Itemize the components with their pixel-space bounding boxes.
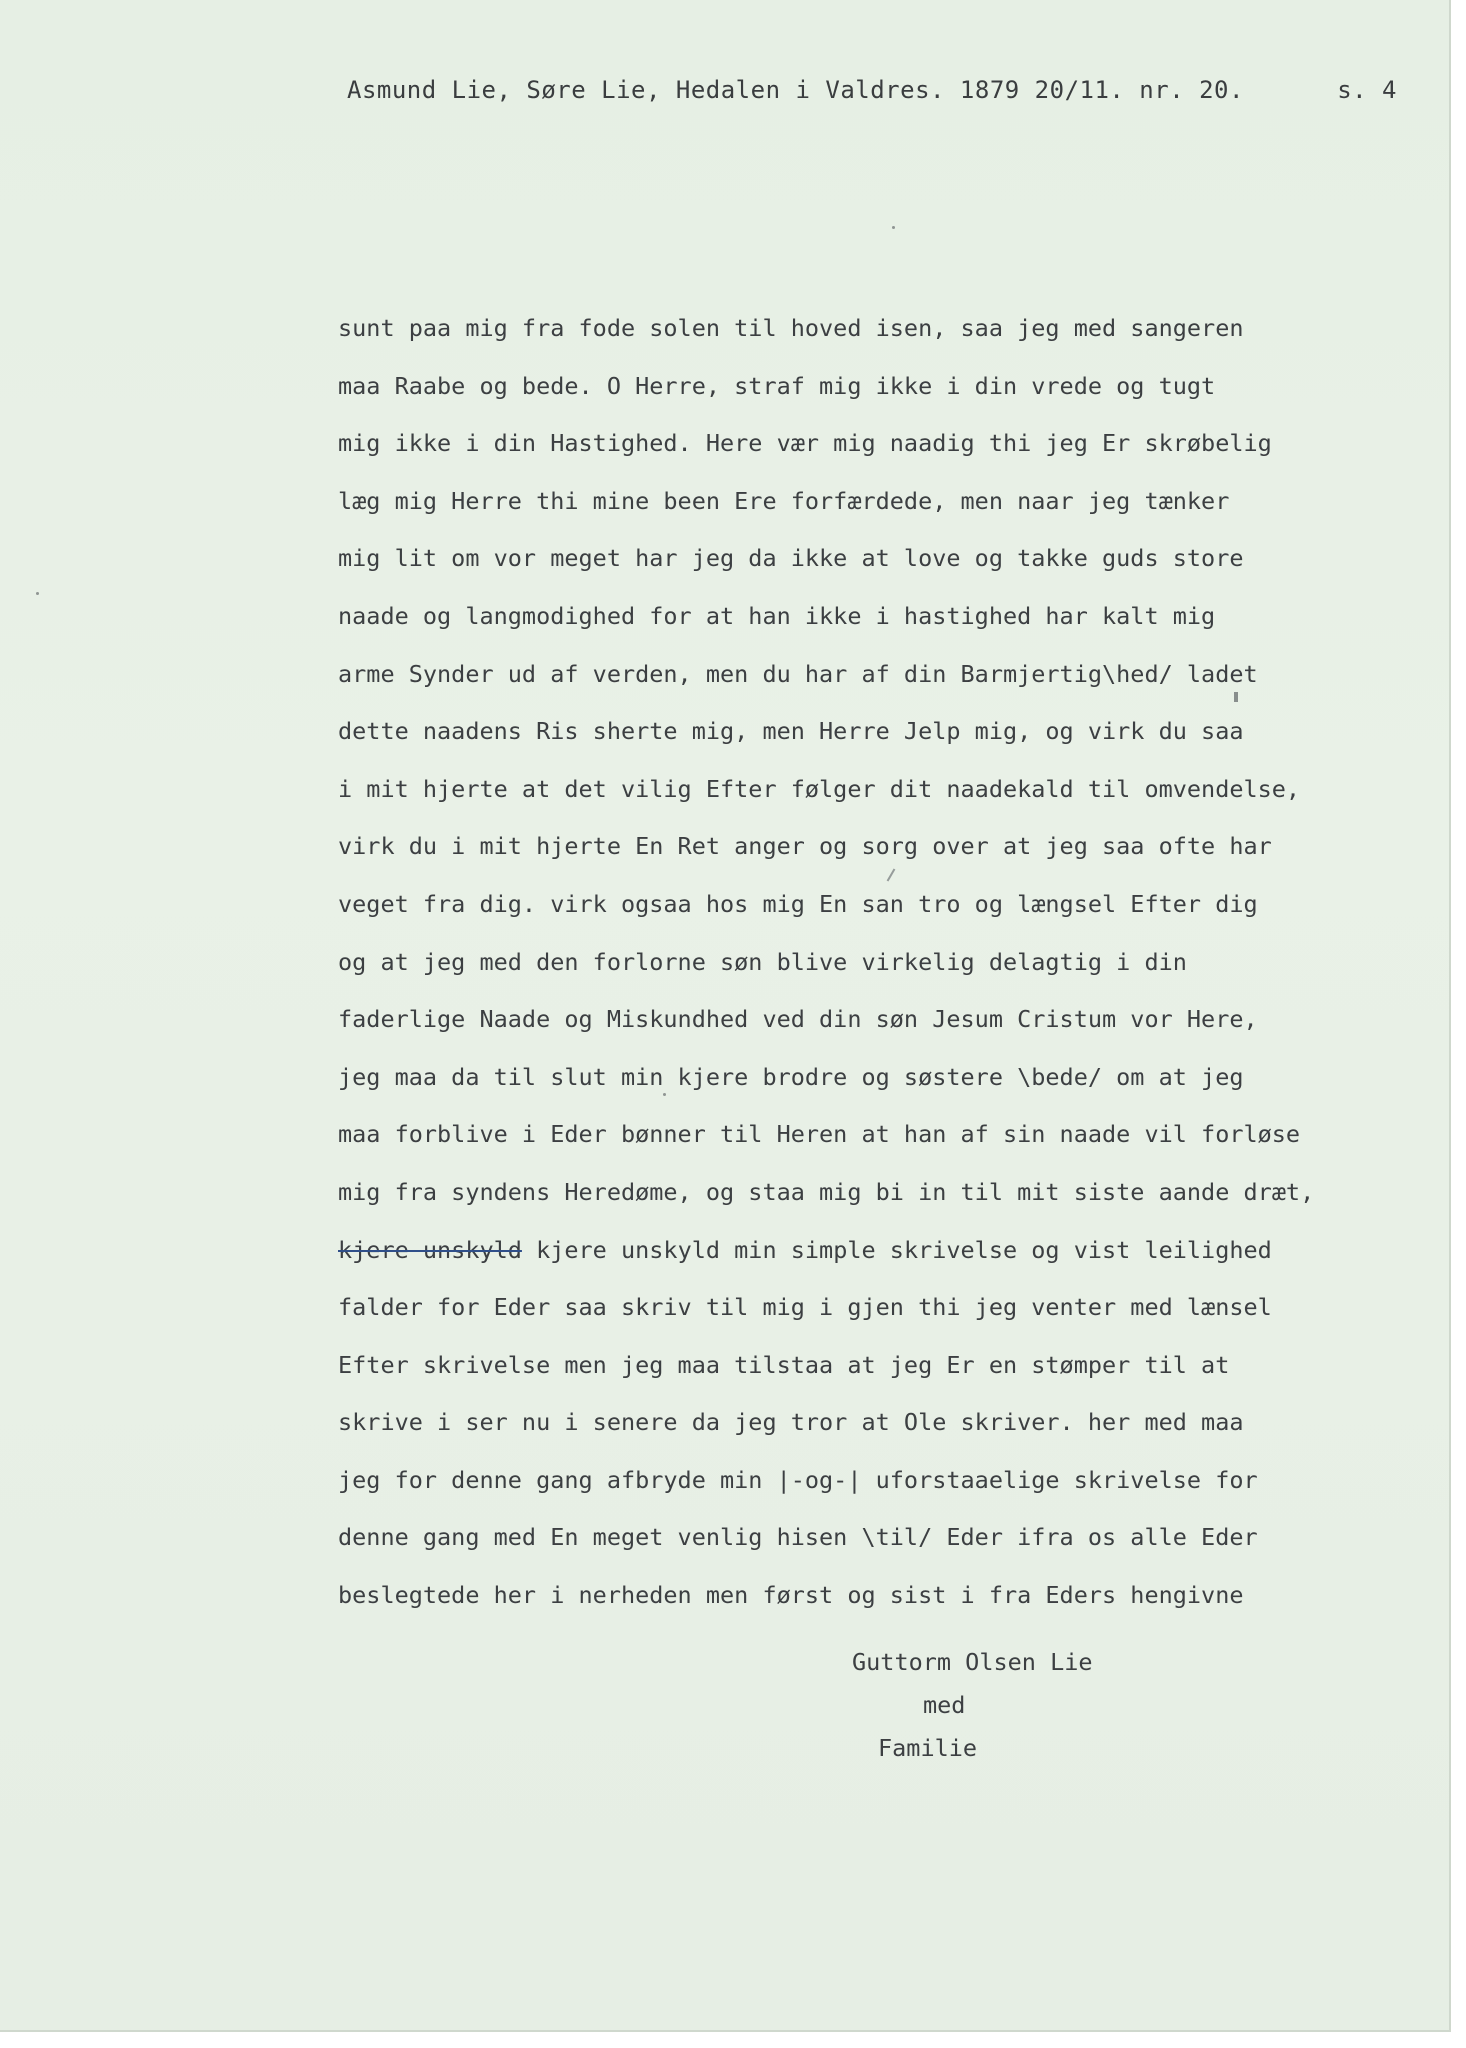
text-line: læg mig Herre thi mine been Ere forfærdede, men naar jeg tænker (338, 486, 1230, 515)
text-line: Efter skrivelse men jeg maa tilstaa at jeg Er en stømper til at (338, 1350, 1230, 1379)
text-line: mig fra syndens Heredøme, og staa mig bi in til mit siste aande dræt, (338, 1177, 1315, 1206)
text-line: faderlige Naade og Miskundhed ved din søn Jesum Cristum vor Here, (338, 1005, 1258, 1034)
text-line: og at jeg med den forlorne søn blive virkelig delagtig i din (338, 947, 1187, 976)
text-line: dette naadens Ris sherte mig, men Herre Jelp mig, og virk du saa (338, 717, 1244, 746)
header-title: Asmund Lie, Søre Lie, Hedalen i Valdres. 1879 20/11. nr. 20. (347, 76, 1244, 104)
ink-speck (892, 226, 895, 229)
text-line: denne gang med En meget venlig hisen \til/ Eder ifra os alle Eder (338, 1523, 1258, 1552)
text-line: mig lit om vor meget har jeg da ikke at love og takke guds store (338, 544, 1244, 573)
pen-mark (1234, 692, 1238, 702)
ink-speck (36, 592, 39, 595)
text-line: naade og langmodighed for at han ikke i hastighed har kalt mig (338, 601, 1216, 630)
text-line: sunt paa mig fra fode solen til hoved isen, saa jeg med sangeren (338, 314, 1244, 342)
page-header (347, 76, 1397, 116)
text-line: falder for Eder saa skriv til mig i gjen thi jeg venter med lænsel (338, 1293, 1272, 1322)
text-line: mig ikke i din Hastighed. Here vær mig naadig thi jeg Er skrøbelig (338, 429, 1272, 458)
text-line-with-strikethrough (338, 1222, 1358, 1280)
text-line: jeg maa da til slut min kjere brodre og søstere \bede/ om at jeg (338, 1062, 1244, 1091)
letter-body (338, 300, 1358, 1625)
text-line: i mit hjerte at det vilig Efter følger dit naadekald til omvendelse, (338, 774, 1301, 803)
signature-med: med (923, 1691, 966, 1719)
text-after-strike: kjere unskyld min simple skrivelse og vist leilighed (521, 1235, 1272, 1264)
signature-name: Guttorm Olsen Lie (852, 1648, 1093, 1676)
struck-text: kjere unskyld (338, 1235, 522, 1264)
signature-block (838, 1641, 1138, 1770)
text-line: veget fra dig. virk ogsaa hos mig En san tro og længsel Efter dig (338, 889, 1258, 918)
text-line: arme Synder ud af verden, men du har af din Barmjertig\hed/ ladet (338, 659, 1258, 688)
ink-speck (663, 1093, 666, 1096)
page-number: s. 4 (1337, 76, 1397, 104)
text-line: jeg for denne gang afbryde min |-og-| uforstaaelige skrivelse for (338, 1465, 1258, 1494)
signature-family: Familie (878, 1734, 978, 1762)
text-line: maa Raabe og bede. O Herre, straf mig ikke i din vrede og tugt (338, 371, 1216, 400)
text-line: maa forblive i Eder bønner til Heren at han af sin naade vil forløse (338, 1120, 1301, 1149)
text-line: beslegtede her i nerheden men først og sist i fra Eders hengivne (338, 1581, 1244, 1610)
text-line: skrive i ser nu i senere da jeg tror at Ole skriver. her med maa (338, 1408, 1244, 1437)
text-line: virk du i mit hjerte En Ret anger og sorg over at jeg saa ofte har (338, 832, 1272, 861)
